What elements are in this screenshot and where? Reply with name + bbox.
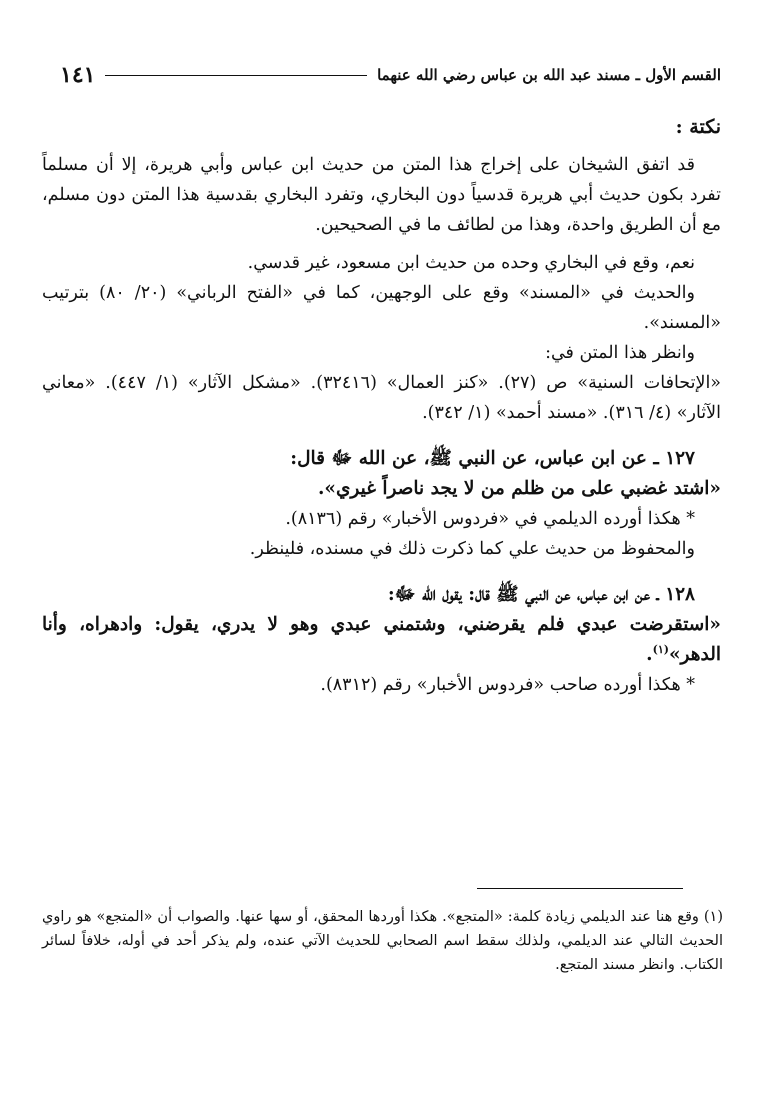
paragraph-musnad: والحديث في «المسند» وقع على الوجهين، كما في «الفتح الرباني» (٢٠/ ٨٠) بترتيب «المسند».	[42, 283, 721, 333]
running-title: القسم الأول ـ مسند عبد الله بن عباس رضي الله عنهما	[377, 66, 721, 84]
nukta-heading: نكتة :	[675, 116, 721, 138]
hadith-128-end: .	[646, 644, 653, 665]
running-header	[60, 58, 721, 92]
hadith-127-source: * هكذا أورده الديلمي في «فردوس الأخبار» رقم (٨١٣٦).	[285, 509, 695, 529]
hadith-127-text: «اشتد غضبي على من ظلم من لا يجد ناصراً غيري».	[317, 478, 721, 499]
hadith-128-source: * هكذا أورده صاحب «فردوس الأخبار» رقم (٨٣١٢).	[320, 675, 695, 695]
hadith-128-text: «استقرضت عبدي فلم يقرضني، وشتمني عبدي وهو لا يدري، يقول: وادهراه، وأنا الدهر»	[42, 614, 721, 665]
page-number: ١٤١	[60, 62, 96, 88]
hadith-128-chain: ١٢٨ ـ عن ابن عباس، عن النبي ﷺ قال: يقول الله ﷻ:	[387, 584, 695, 605]
paragraph-see-also: وانظر هذا المتن في:	[545, 343, 695, 363]
header-rule	[105, 75, 367, 76]
hadith-128-text-block	[42, 610, 721, 670]
paragraph-bukhari: نعم، وقع في البخاري وحده من حديث ابن مسعود، غير قدسي.	[247, 253, 695, 273]
footnote-ref: (١)	[652, 642, 669, 656]
footnote	[42, 905, 723, 977]
paragraph-shaykhan: قد اتفق الشيخان على إخراج هذا المتن من حديث ابن عباس وأبي هريرة، إلا أن مسلماً تفرد بكون حديث أبي هريرة قدسياً دون البخاري، وتفرد البخاري بقدسية هذا المتن دون مسلم، مع أن الطريق واحدة، وهذا من لطائف ما في الصحيحين.	[42, 155, 721, 235]
paragraph-references: «الإتحافات السنية» ص (٢٧). «كنز العمال» (٣٢٤١٦). «مشكل الآثار» (١/ ٤٤٧). «معاني الآثار» (٤/ ٣١٦). «مسند أحمد» (١/ ٣٤٢).	[42, 373, 722, 423]
hadith-127-remark: والمحفوظ من حديث علي كما ذكرت ذلك في مسنده، فلينظر.	[249, 539, 695, 559]
footnote-separator	[477, 888, 683, 889]
footnote-1: (١) وقع هنا عند الديلمي زيادة كلمة: «المتجع». هكذا أوردها المحقق، أو سها عنها. والصواب أن «المتجع» هو راوي الحديث التالي عند الديلمي، ولذلك سقط اسم الصحابي للحديث الآتي عنده، ولم يذكر أحد في أوله، خلافاً لسائر الكتاب. وانظر مسند المتجع.	[42, 909, 723, 973]
main-text	[42, 112, 721, 700]
hadith-127-chain: ١٢٧ ـ عن ابن عباس، عن النبي ﷺ، عن الله ﷻ قال:	[290, 448, 695, 469]
